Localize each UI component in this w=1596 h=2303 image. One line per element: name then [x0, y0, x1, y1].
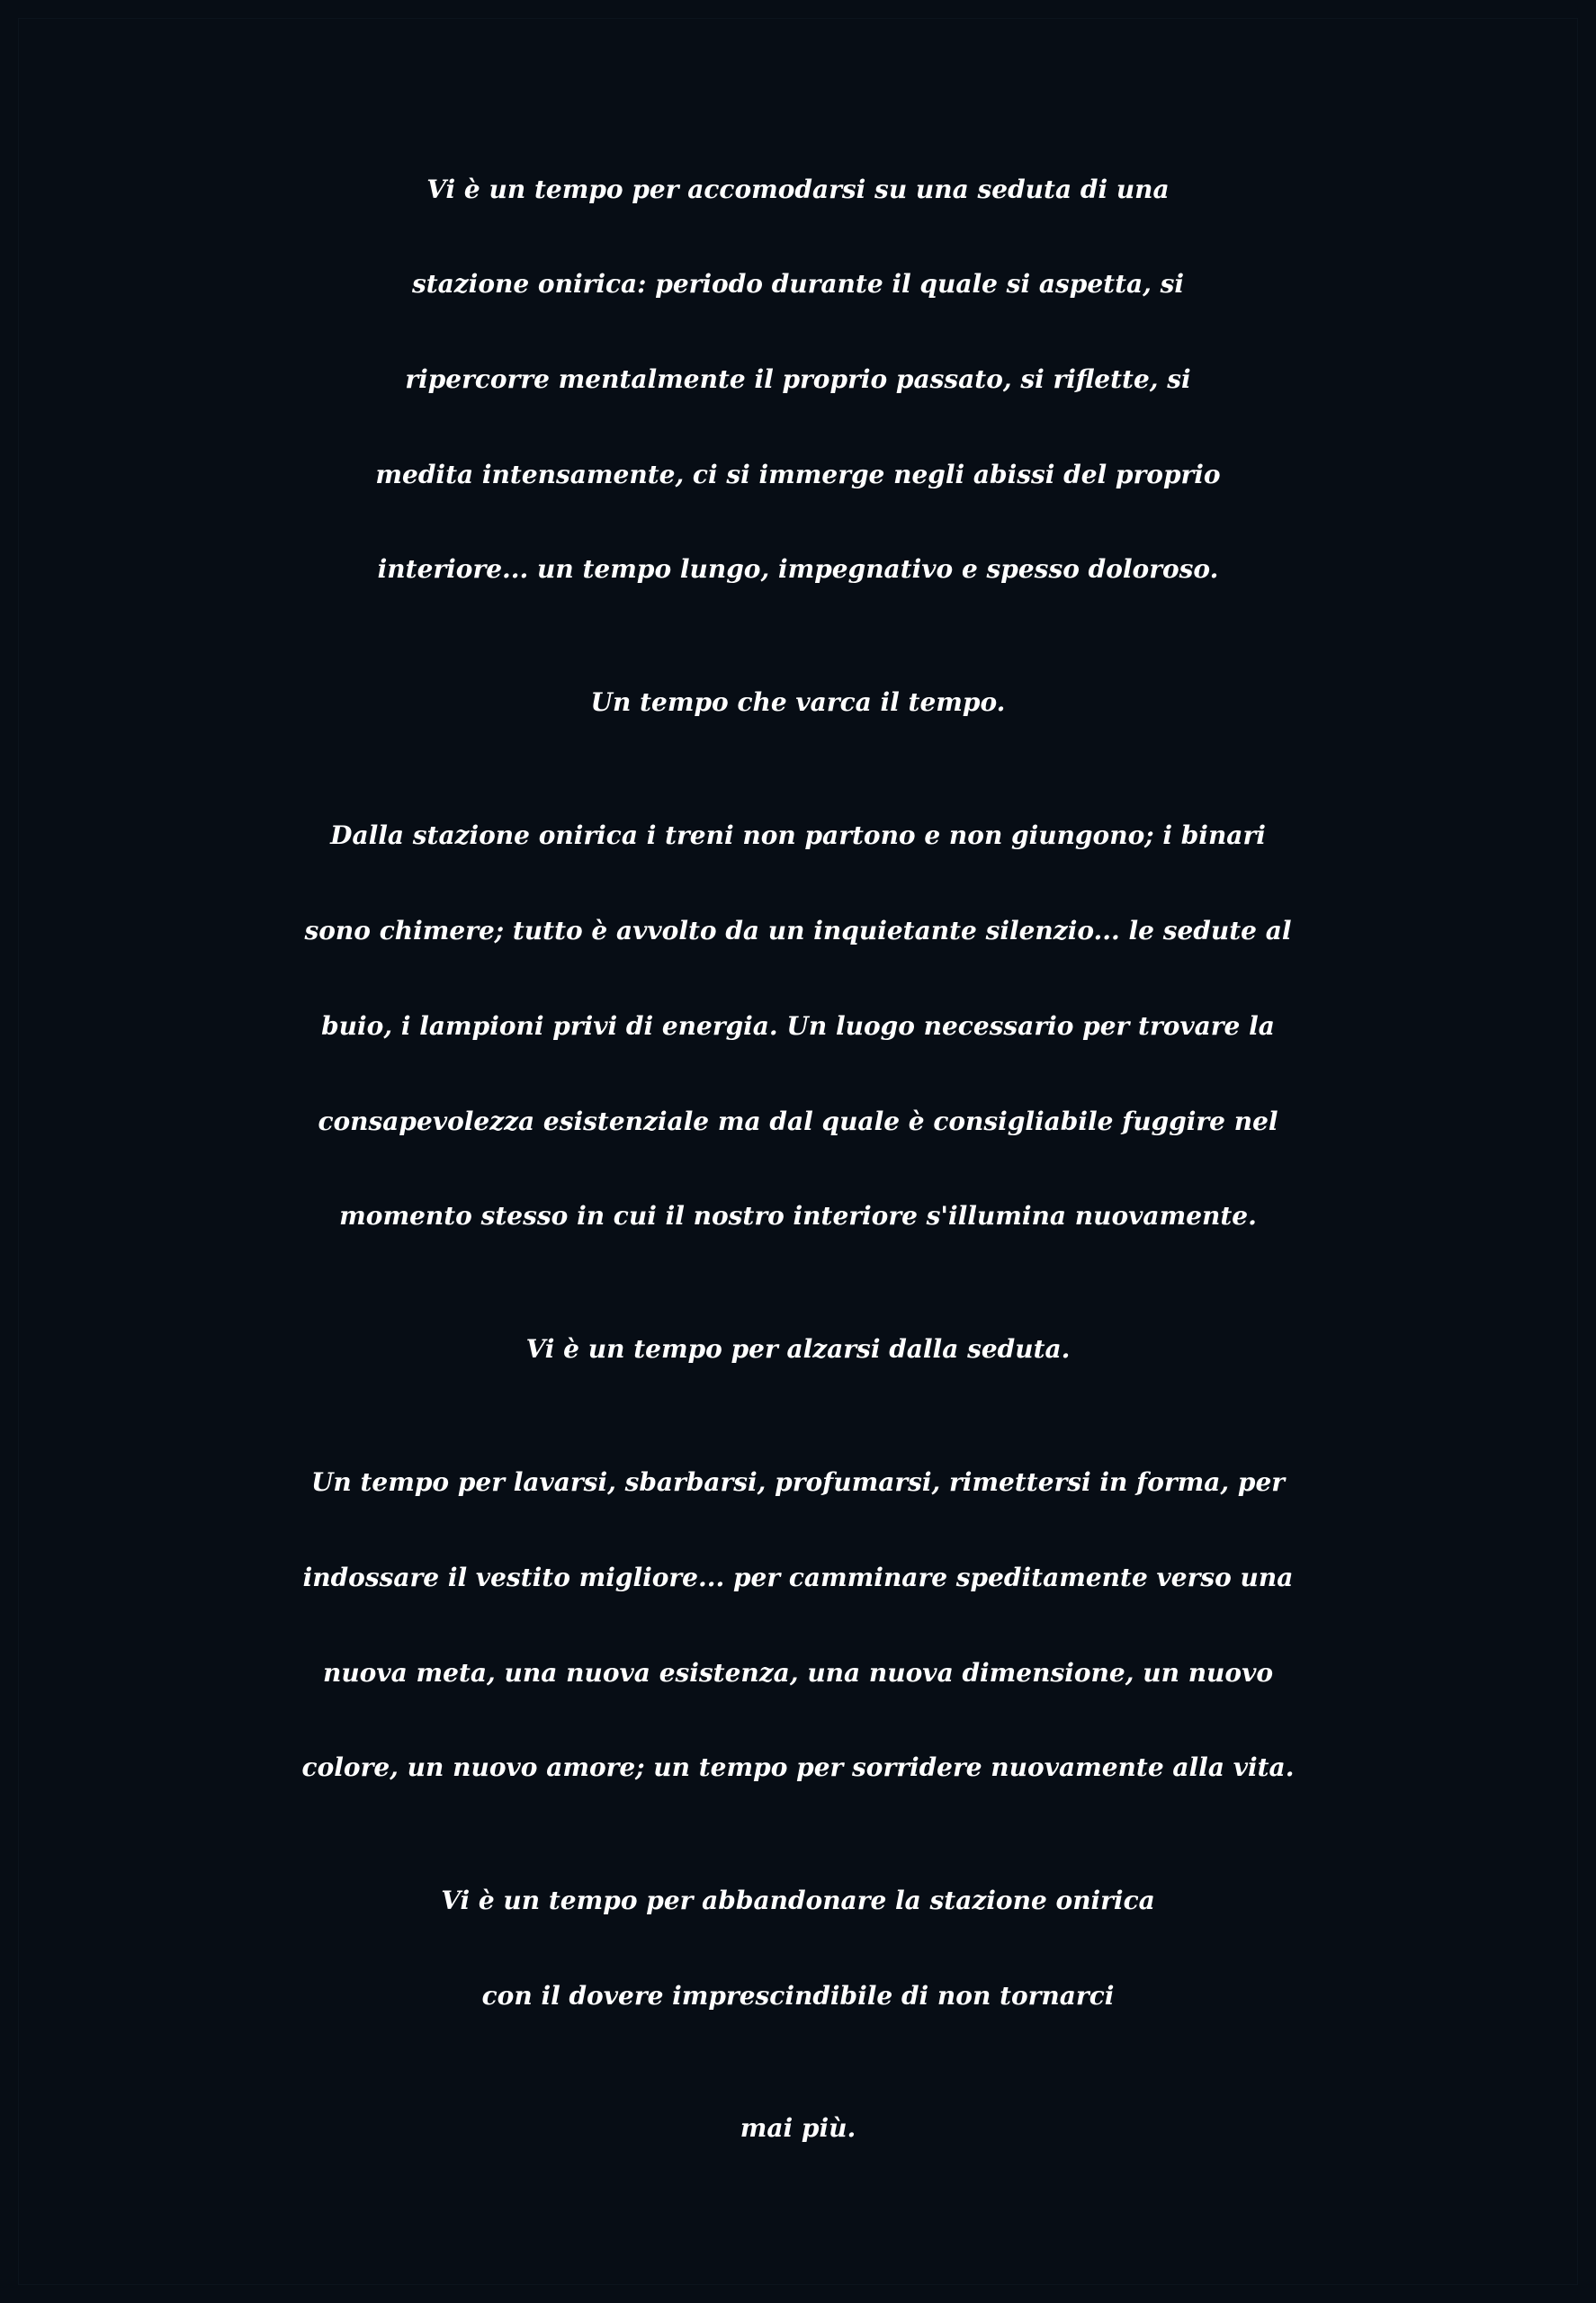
paragraph-1-line-1: Vi è un tempo per accomodarsi su una seduta di una	[426, 175, 1170, 204]
paragraph-3-line-4: consapevolezza esistenziale ma dal quale è consigliabile fuggire nel	[318, 1107, 1278, 1136]
paragraph-5-line-2: indossare il vestito migliore... per camminare speditamente verso una	[302, 1563, 1294, 1592]
paragraph-7-line-1: mai più.	[740, 2113, 856, 2143]
paragraph-3-line-3: buio, i lampioni privi di energia. Un luogo necessario per trovare la	[321, 1011, 1275, 1041]
paragraph-2-line-1: Un tempo che varca il tempo.	[590, 687, 1006, 717]
paragraph-3-line-5: momento stesso in cui il nostro interiore s'illumina nuovamente.	[339, 1201, 1257, 1231]
paragraph-1-line-3: ripercorre mentalmente il proprio passato, si riflette, si	[405, 364, 1191, 394]
paragraph-6-line-1: Vi è un tempo per abbandonare la stazione onirica	[441, 1886, 1155, 1915]
paragraph-3-line-1: Dalla stazione onirica i treni non partono e non giungono; i binari	[330, 820, 1266, 850]
paragraph-3-line-2: sono chimere; tutto è avvolto da un inquietante silenzio... le sedute al	[304, 916, 1292, 945]
paragraph-5-line-4: colore, un nuovo amore; un tempo per sorridere nuovamente alla vita.	[301, 1752, 1295, 1782]
paragraph-1-line-4: medita intensamente, ci si immerge negli abissi del proprio	[375, 460, 1221, 489]
paragraph-1-line-5: interiore... un tempo lungo, impegnativo e spesso doloroso.	[377, 554, 1219, 584]
paragraph-1-line-2: stazione onirica: periodo durante il quale si aspetta, si	[411, 269, 1185, 299]
paragraph-5-line-3: nuova meta, una nuova esistenza, una nuova dimensione, un nuovo	[322, 1658, 1274, 1688]
paragraph-5-line-1: Un tempo per lavarsi, sbarbarsi, profumarsi, rimettersi in forma, per	[310, 1467, 1286, 1497]
paragraph-4-line-1: Vi è un tempo per alzarsi dalla seduta.	[525, 1334, 1071, 1364]
paragraph-6-line-2: con il dovere imprescindibile di non tornarci	[481, 1981, 1115, 2011]
